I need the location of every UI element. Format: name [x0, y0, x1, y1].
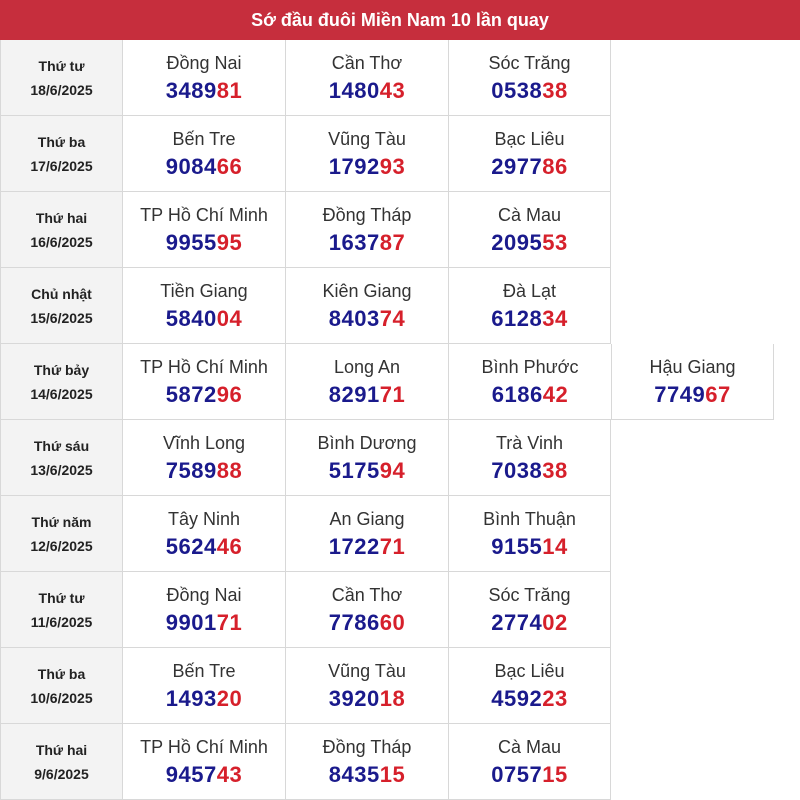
- province-name: Vũng Tàu: [328, 660, 406, 681]
- result-cell: [285, 420, 448, 496]
- result-cell: [285, 648, 448, 724]
- date-label: 10/6/2025: [30, 689, 93, 706]
- number-tail-digits: 71: [379, 381, 406, 407]
- number-head-digits: 1722: [328, 533, 380, 559]
- province-name: Sóc Trăng: [488, 584, 571, 605]
- number-head-digits: 5624: [165, 533, 217, 559]
- date-label: 11/6/2025: [30, 613, 93, 630]
- page-title: Sớ đầu đuôi Miền Nam 10 lần quay: [0, 0, 800, 40]
- province-name: Bình Thuận: [483, 508, 576, 529]
- date-cell: [0, 268, 122, 344]
- day-label: Chủ nhật: [31, 285, 92, 302]
- table-row: [0, 192, 800, 268]
- prize-number: [491, 456, 567, 486]
- number-head-digits: 8435: [328, 761, 380, 787]
- prize-number: [491, 304, 567, 334]
- prize-number: [329, 76, 405, 106]
- date-cell: [0, 116, 122, 192]
- result-cell: [285, 572, 448, 648]
- number-head-digits: 0538: [491, 77, 543, 103]
- number-head-digits: 9155: [491, 533, 543, 559]
- result-cell: [448, 344, 611, 420]
- result-cell: [285, 724, 448, 800]
- result-cell: [122, 268, 285, 344]
- result-cell: [448, 268, 611, 344]
- province-name: Đồng Tháp: [322, 736, 412, 757]
- number-tail-digits: 23: [542, 685, 568, 711]
- result-cell: [122, 420, 285, 496]
- prize-number: [329, 532, 405, 562]
- day-label: Thứ hai: [35, 741, 88, 758]
- number-tail-digits: 67: [705, 381, 731, 407]
- number-tail-digits: 88: [216, 457, 243, 483]
- number-tail-digits: 20: [216, 685, 243, 711]
- date-label: 13/6/2025: [30, 461, 93, 478]
- number-tail-digits: 96: [216, 381, 243, 407]
- number-tail-digits: 38: [542, 457, 568, 483]
- number-tail-digits: 42: [542, 381, 569, 407]
- result-cell: [285, 40, 448, 116]
- number-head-digits: 5175: [328, 457, 380, 483]
- number-tail-digits: 60: [379, 609, 406, 635]
- number-head-digits: 1480: [328, 77, 380, 103]
- province-name: Cà Mau: [497, 736, 562, 757]
- province-name: Tây Ninh: [167, 508, 241, 529]
- table-row: [0, 648, 800, 724]
- number-tail-digits: 43: [216, 761, 243, 787]
- table-row: [0, 116, 800, 192]
- prize-number: [329, 684, 405, 714]
- result-cell: [122, 648, 285, 724]
- date-cell: [0, 344, 122, 420]
- province-name: Đồng Nai: [166, 52, 242, 73]
- number-tail-digits: 15: [542, 761, 568, 787]
- date-label: 9/6/2025: [34, 765, 89, 782]
- province-name: Bình Dương: [317, 432, 417, 453]
- province-name: Vĩnh Long: [162, 432, 246, 453]
- province-name: Long An: [333, 356, 401, 377]
- number-head-digits: 1493: [165, 685, 217, 711]
- province-name: Bạc Liêu: [494, 660, 565, 681]
- province-name: Cà Mau: [497, 204, 562, 225]
- prize-number: [492, 380, 568, 410]
- number-tail-digits: 71: [379, 533, 406, 559]
- province-name: Đà Lạt: [502, 280, 557, 301]
- result-cell: [448, 40, 611, 116]
- prize-number: [329, 152, 405, 182]
- result-cell: [285, 116, 448, 192]
- prize-number: [166, 456, 242, 486]
- number-head-digits: 0757: [491, 761, 543, 787]
- number-tail-digits: 53: [542, 229, 568, 255]
- province-name: Bến Tre: [172, 128, 236, 149]
- province-name: TP Hồ Chí Minh: [140, 356, 268, 377]
- result-cell: [448, 496, 611, 572]
- province-name: Bến Tre: [172, 660, 236, 681]
- table-row: [0, 496, 800, 572]
- prize-number: [329, 380, 405, 410]
- date-label: 16/6/2025: [30, 233, 93, 250]
- number-head-digits: 3920: [328, 685, 380, 711]
- prize-number: [491, 532, 567, 562]
- number-tail-digits: 94: [379, 457, 406, 483]
- date-cell: [0, 648, 122, 724]
- result-cell: [122, 116, 285, 192]
- number-head-digits: 3489: [165, 77, 217, 103]
- province-name: Bạc Liêu: [494, 128, 565, 149]
- province-name: TP Hồ Chí Minh: [140, 736, 268, 757]
- date-label: 12/6/2025: [30, 537, 93, 554]
- date-cell: [0, 724, 122, 800]
- prize-number: [329, 608, 405, 638]
- number-tail-digits: 81: [216, 77, 243, 103]
- date-cell: [0, 192, 122, 268]
- result-cell: [448, 724, 611, 800]
- result-cell: [122, 344, 285, 420]
- number-head-digits: 2095: [491, 229, 543, 255]
- province-name: Vũng Tàu: [328, 128, 406, 149]
- result-cell: [122, 724, 285, 800]
- number-tail-digits: 74: [379, 305, 406, 331]
- number-tail-digits: 15: [379, 761, 406, 787]
- result-cell: [448, 116, 611, 192]
- province-name: Cần Thơ: [331, 584, 403, 605]
- prize-number: [491, 76, 567, 106]
- number-tail-digits: 46: [216, 533, 243, 559]
- table-row: [0, 724, 800, 800]
- day-label: Thứ tư: [38, 589, 85, 606]
- number-head-digits: 9457: [165, 761, 217, 787]
- prize-number: [329, 760, 405, 790]
- table-row: [0, 344, 800, 420]
- number-head-digits: 9901: [165, 609, 217, 635]
- prize-number: [329, 228, 405, 258]
- number-tail-digits: 14: [542, 533, 568, 559]
- province-name: Hậu Giang: [649, 356, 736, 377]
- number-head-digits: 7749: [654, 381, 706, 407]
- date-label: 17/6/2025: [30, 157, 93, 174]
- number-head-digits: 7786: [328, 609, 380, 635]
- number-head-digits: 4592: [491, 685, 543, 711]
- prize-number: [166, 760, 242, 790]
- prize-number: [654, 380, 730, 410]
- number-head-digits: 9955: [165, 229, 217, 255]
- prize-number: [166, 532, 242, 562]
- prize-number: [329, 456, 405, 486]
- results-table: [0, 40, 800, 800]
- prize-number: [166, 76, 242, 106]
- prize-number: [166, 380, 242, 410]
- prize-number: [166, 304, 242, 334]
- number-head-digits: 6128: [491, 305, 543, 331]
- result-cell: [122, 192, 285, 268]
- number-tail-digits: 93: [379, 153, 406, 179]
- table-row: [0, 40, 800, 116]
- province-name: Kiên Giang: [322, 280, 412, 301]
- prize-number: [491, 760, 567, 790]
- date-cell: [0, 40, 122, 116]
- prize-number: [166, 152, 242, 182]
- number-head-digits: 9084: [165, 153, 217, 179]
- prize-number: [491, 228, 567, 258]
- number-tail-digits: 43: [379, 77, 406, 103]
- date-label: 15/6/2025: [30, 309, 93, 326]
- result-cell: [448, 420, 611, 496]
- number-head-digits: 7038: [491, 457, 543, 483]
- result-cell: [611, 344, 774, 420]
- day-label: Thứ bảy: [33, 361, 90, 378]
- result-cell: [285, 344, 448, 420]
- result-cell: [285, 268, 448, 344]
- date-cell: [0, 420, 122, 496]
- province-name: TP Hồ Chí Minh: [140, 204, 268, 225]
- prize-number: [491, 608, 567, 638]
- number-head-digits: 8291: [328, 381, 380, 407]
- number-head-digits: 2977: [491, 153, 543, 179]
- table-row: [0, 268, 800, 344]
- province-name: Sóc Trăng: [488, 52, 571, 73]
- number-tail-digits: 66: [216, 153, 243, 179]
- number-tail-digits: 71: [216, 609, 243, 635]
- day-label: Thứ sáu: [33, 437, 90, 454]
- prize-number: [491, 152, 567, 182]
- number-head-digits: 1792: [328, 153, 380, 179]
- number-tail-digits: 04: [216, 305, 243, 331]
- result-cell: [285, 192, 448, 268]
- province-name: Bình Phước: [481, 356, 579, 377]
- result-cell: [122, 496, 285, 572]
- day-label: Thứ ba: [37, 133, 86, 150]
- prize-number: [166, 228, 242, 258]
- number-tail-digits: 95: [216, 229, 243, 255]
- day-label: Thứ năm: [31, 513, 92, 530]
- number-tail-digits: 18: [379, 685, 406, 711]
- table-row: [0, 420, 800, 496]
- number-head-digits: 8403: [328, 305, 380, 331]
- table-row: [0, 572, 800, 648]
- prize-number: [166, 608, 242, 638]
- number-tail-digits: 02: [542, 609, 568, 635]
- province-name: Cần Thơ: [331, 52, 403, 73]
- number-head-digits: 1637: [328, 229, 380, 255]
- result-cell: [448, 572, 611, 648]
- province-name: Trà Vinh: [495, 432, 564, 453]
- prize-number: [491, 684, 567, 714]
- date-label: 14/6/2025: [30, 385, 93, 402]
- province-name: Đồng Nai: [166, 584, 242, 605]
- prize-number: [329, 304, 405, 334]
- province-name: Tiền Giang: [160, 280, 248, 301]
- number-head-digits: 5872: [165, 381, 217, 407]
- number-head-digits: 5840: [165, 305, 217, 331]
- number-tail-digits: 34: [542, 305, 568, 331]
- number-tail-digits: 38: [542, 77, 568, 103]
- prize-number: [166, 684, 242, 714]
- day-label: Thứ tư: [38, 57, 85, 74]
- number-head-digits: 7589: [165, 457, 217, 483]
- number-tail-digits: 86: [542, 153, 568, 179]
- province-name: An Giang: [329, 508, 405, 529]
- result-cell: [122, 40, 285, 116]
- number-tail-digits: 87: [379, 229, 406, 255]
- date-cell: [0, 496, 122, 572]
- result-cell: [122, 572, 285, 648]
- date-label: 18/6/2025: [30, 81, 93, 98]
- result-cell: [285, 496, 448, 572]
- date-cell: [0, 572, 122, 648]
- number-head-digits: 6186: [491, 381, 543, 407]
- result-cell: [448, 192, 611, 268]
- number-head-digits: 2774: [491, 609, 543, 635]
- province-name: Đồng Tháp: [322, 204, 412, 225]
- result-cell: [448, 648, 611, 724]
- day-label: Thứ ba: [37, 665, 86, 682]
- day-label: Thứ hai: [35, 209, 88, 226]
